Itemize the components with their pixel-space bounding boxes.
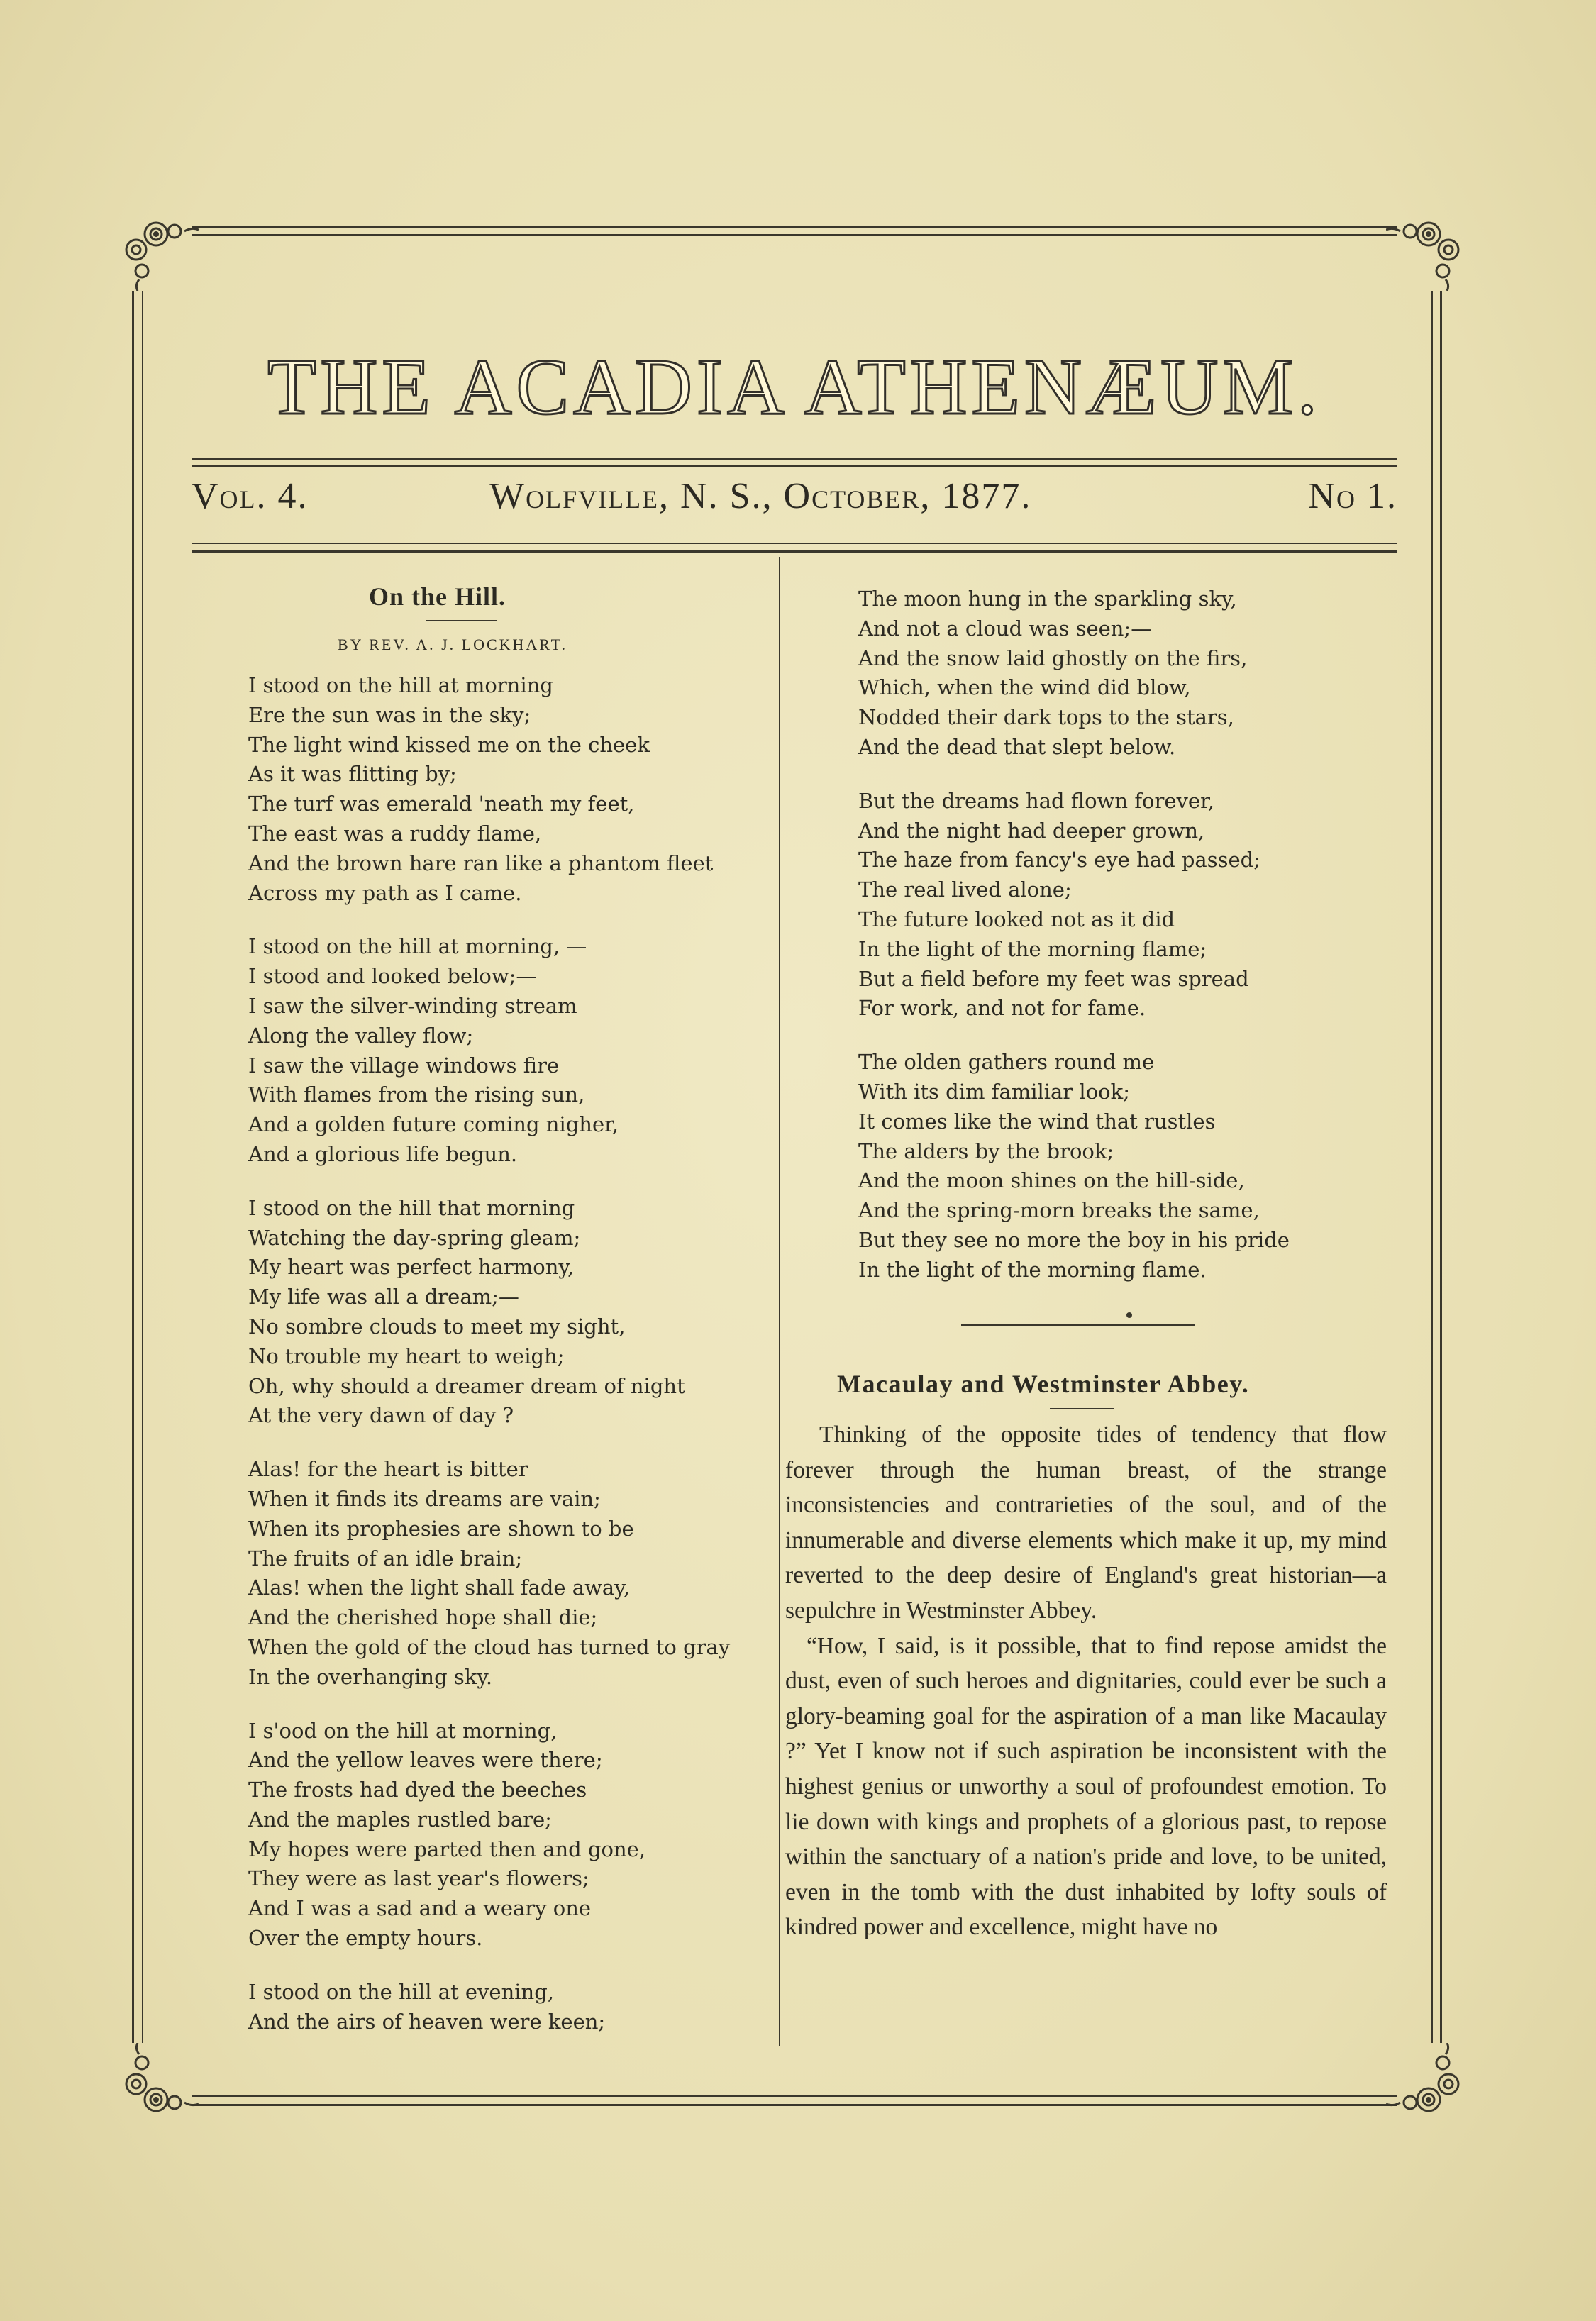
poem-line: I s'ood on the hill at morning, [248,1718,558,1743]
poem-column-right [858,585,1290,1285]
poem-title-rule [426,620,497,621]
poem-line: Watching the day-spring gleam; [248,1225,581,1250]
masthead-rule-upper [192,458,1397,460]
essay-body [785,1417,1387,1945]
poem-stanza [248,1717,730,1954]
poem-line: The real lived alone; [858,877,1072,902]
poem-line: I saw the village windows fire [248,1053,560,1078]
poem-line: The haze from fancy's eye had passed; [858,848,1260,873]
essay-title: Macaulay and Westminster Abbey. [837,1370,1250,1398]
poem-line: And the spring-morn breaks the same, [858,1198,1260,1223]
poem-line: It comes like the wind that rustles [858,1109,1216,1134]
masthead-title: THE ACADIA ATHENÆUM. [267,343,1321,431]
poem-stanza [248,932,730,1169]
masthead-rule-upper-inner [192,465,1397,467]
poem-line: No trouble my heart to weigh; [248,1344,565,1368]
poem-line: With flames from the rising sun, [248,1082,585,1107]
column-divider [779,557,780,2046]
poem-line: The east was a ruddy flame, [248,821,542,846]
poem-line: The alders by the brook; [858,1139,1114,1163]
poem-title: On the Hill. [369,582,506,611]
poem-line: And the dead that slept below. [858,734,1176,759]
poem-line: I stood on the hill at morning [248,673,553,697]
poem-line: As it was flitting by; [248,762,457,787]
poem-stanza [858,1048,1290,1285]
poem-stanza [858,787,1290,1024]
poem-byline: BY REV. A. J. LOCKHART. [338,636,567,653]
poem-line: Across my path as I came. [248,880,522,905]
poem-line: The turf was emerald 'neath my feet, [248,792,635,816]
poem-stanza [858,585,1290,763]
poem-line: I stood on the hill at evening, [248,1979,554,2004]
place-date-label: Wolfville, N. S., October, 1877. [489,476,1032,516]
poem-line: Alas! for the heart is bitter [248,1457,528,1482]
left-border-rule [132,291,134,2043]
poem-line: But the dreams had flown forever, [858,788,1214,813]
poem-line: Nodded their dark tops to the stars, [858,705,1234,730]
right-border-rule [1440,291,1442,2043]
poem-line: Along the valley flow; [248,1023,474,1048]
poem-line: And the yellow leaves were there; [248,1748,603,1773]
poem-line: I stood on the hill at morning, — [248,934,587,959]
poem-line: The olden gathers round me [858,1050,1155,1075]
top-border-rule-inner [192,234,1397,236]
issue-number-label: No 1. [1308,476,1397,516]
essay-paragraph: “How, I said, is it possible, that to find repose amidst the dust, even of such heroes and dignitaries, could ever be such a glory-beaming goal for the aspiration of a man like Macaulay ?” Yet I know not if such aspiration be inconsistent with the highest genius or unworthy a soul of profoundest emotion. To lie down with kings and prophets of a glorious past, to repose within the sanctuary of a nation's pride and love, to be united, even in the tomb with the dust inhabited by lofty souls of kindred power and excellence, might have no [785,1632,1387,1941]
poem-line: And the cherished hope shall die; [248,1605,598,1630]
poem-line: And not a cloud was seen;— [858,616,1152,641]
poem-line: I saw the silver-winding stream [248,993,577,1018]
poem-line: And the airs of heaven were keen; [248,2009,606,2034]
poem-line: In the light of the morning flame; [858,936,1207,961]
dateline-rule [192,550,1397,553]
poem-line: At the very dawn of day ? [248,1403,514,1428]
poem-line: And the maples rustled bare; [248,1807,552,1832]
poem-line: I stood and looked below;— [248,964,537,989]
poem-line: And the brown hare ran like a phantom fleet [248,851,714,875]
bottom-border-rule-inner [192,2095,1397,2097]
essay-title-rule [1050,1408,1114,1409]
poem-line: When its prophesies are shown to be [248,1516,634,1541]
poem-stanza [248,1194,730,1431]
poem-line: And the night had deeper grown, [858,818,1205,843]
poem-line: And I was a sad and a weary one [248,1896,592,1921]
poem-line: They were as last year's flowers; [248,1866,589,1891]
essay-paragraph: Thinking of the opposite tides of tendency that flow forever through the human breast, of the strange inconsistencies and contrarieties of the soul, and of the innumerable and diverse elements which make it up, my mind reverted to the deep desire of England's great historian—a sepulchre in Westminster Abbey. [785,1422,1387,1624]
poem-line: For work, and not for fame. [858,996,1146,1021]
poem-line: And a golden future coming nigher, [248,1112,619,1137]
corner-ornament-top-left-icon [113,206,199,291]
poem-line: In the overhanging sky. [248,1664,493,1689]
left-border-rule-inner [142,291,143,2043]
poem-line: And the moon shines on the hill-side, [858,1168,1245,1193]
poem-line: And the snow laid ghostly on the firs, [858,646,1248,670]
poem-line: No sombre clouds to meet my sight, [248,1314,626,1339]
poem-line: Ere the sun was in the sky; [248,702,531,727]
poem-line: In the light of the morning flame. [858,1257,1207,1282]
poem-line: The moon hung in the sparkling sky, [858,587,1237,611]
poem-stanza [248,1978,730,2037]
poem-line: The light wind kissed me on the cheek [248,732,650,757]
corner-ornament-bottom-right-icon [1386,2043,1471,2128]
poem-line: With its dim familiar look; [858,1079,1130,1104]
right-border-rule-inner [1431,291,1433,2043]
volume-label: Vol. 4. [192,476,309,516]
poem-line: The future looked not as it did [858,907,1175,931]
poem-line: And a glorious life begun. [248,1141,518,1166]
poem-line: My life was all a dream;— [248,1285,519,1309]
poem-line: But a field before my feet was spread [858,966,1249,991]
poem-line: The fruits of an idle brain; [248,1546,523,1571]
dateline [192,468,1397,532]
poem-line: But they see no more the boy in his pride [858,1227,1290,1252]
bottom-border-rule [192,2104,1397,2106]
poem-column-left [248,671,730,2037]
corner-ornament-bottom-left-icon [113,2043,199,2128]
poem-line: My hopes were parted then and gone, [248,1837,646,1861]
corner-ornament-top-right-icon [1386,206,1471,291]
poem-line: My heart was perfect harmony, [248,1255,575,1280]
poem-line: The frosts had dyed the beeches [248,1778,587,1802]
dateline-rule-inner [192,543,1397,544]
poem-line: I stood on the hill that morning [248,1195,575,1220]
poem-line: Oh, why should a dreamer dream of night [248,1373,685,1398]
poem-line: Over the empty hours. [248,1926,483,1951]
poem-line: Which, when the wind did blow, [858,675,1191,700]
top-border-rule [192,226,1397,228]
poem-line: When it finds its dreams are vain; [248,1486,601,1511]
section-divider [961,1324,1195,1326]
poem-stanza [248,671,730,908]
poem-stanza [248,1455,730,1692]
poem-line: When the gold of the cloud has turned to gray [248,1634,731,1659]
section-divider-dot-icon [1126,1312,1132,1318]
poem-line: Alas! when the light shall fade away, [248,1575,630,1600]
